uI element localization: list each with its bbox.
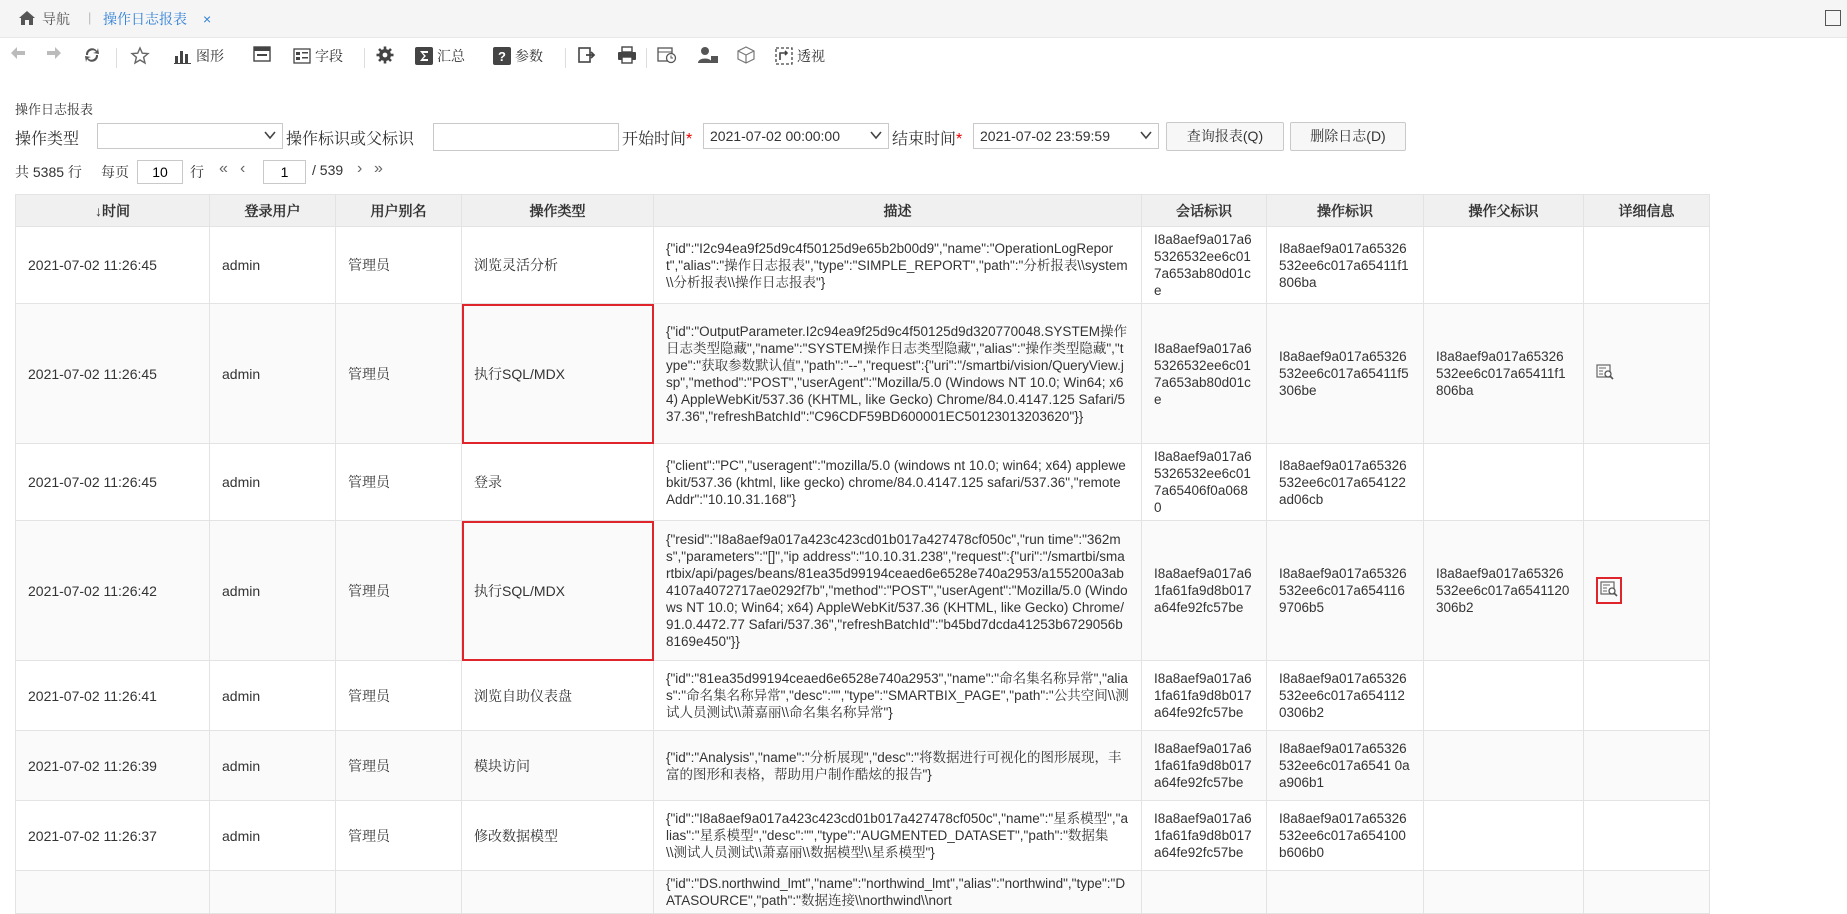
end-time-label: 结束时间* — [892, 131, 963, 148]
table-header-row — [16, 195, 1710, 227]
cell-op-id: I8a8aef9a017a65326532ee6c017a654122ad06cb — [1267, 444, 1424, 521]
table-row[interactable] — [16, 661, 1710, 731]
chart-label: 图形 — [196, 48, 224, 64]
cell-desc: {"id":"DS.northwind_lmt","name":"northwind_lmt","alias":"northwind","type":"DATASOURCE","path":"数据连接\\northwind\\nort — [654, 871, 1142, 914]
chevron-down-icon — [1140, 128, 1152, 145]
cell-time: 2021-07-02 11:26:41 — [16, 661, 210, 731]
column-header-alias[interactable]: 用户别名 — [336, 195, 462, 227]
nav-label: 导航 — [42, 11, 70, 27]
cell-user: admin — [210, 521, 336, 661]
end-time-select[interactable] — [973, 123, 1159, 149]
cell-time: 2021-07-02 11:26:42 — [16, 521, 210, 661]
cell-user — [210, 871, 336, 914]
fields-button[interactable] — [293, 46, 343, 66]
params-label: 参数 — [515, 48, 543, 64]
toolbar-divider — [116, 48, 117, 68]
cell-desc: {"id":"81ea35d99194ceaed6e6528e740a2953","name":"命名集名称异常","alias":"命名集名称异常","desc":"","type":"SMARTBIX_PAGE","path":"公共空间\\测试人员测试\\萧嘉丽\\命名集名称异常"} — [654, 661, 1142, 731]
column-header-parent-id[interactable]: 操作父标识 — [1424, 195, 1584, 227]
toolbar-divider — [565, 48, 566, 68]
user-permission-icon[interactable] — [697, 46, 719, 64]
cell-parent-id — [1424, 871, 1584, 914]
cell-op-id: I8a8aef9a017a65326532ee6c017a6541 0aa906b1 — [1267, 731, 1424, 801]
bar-chart-icon — [174, 48, 192, 64]
summary-button[interactable] — [415, 46, 465, 66]
end-time-value: 2021-07-02 23:59:59 — [980, 128, 1110, 144]
cell-detail — [1584, 731, 1710, 801]
schedule-icon[interactable] — [657, 46, 677, 64]
tab-operation-log-report[interactable] — [103, 9, 211, 29]
op-id-input[interactable] — [433, 123, 619, 151]
cell-user: admin — [210, 731, 336, 801]
chevron-down-icon — [870, 128, 882, 145]
required-mark: * — [686, 131, 693, 148]
cell-detail — [1584, 304, 1710, 444]
operation-log-table — [15, 194, 1710, 914]
layout-icon[interactable] — [253, 46, 271, 62]
cell-alias: 管理员 — [336, 227, 462, 304]
detail-view-icon[interactable] — [1596, 577, 1622, 604]
page-total-text: / 539 — [312, 162, 344, 178]
cell-op-id — [1267, 871, 1424, 914]
question-icon — [493, 47, 511, 65]
prev-page-icon[interactable]: ‹ — [240, 160, 246, 177]
per-page-input[interactable] — [137, 160, 183, 184]
cell-detail — [1584, 661, 1710, 731]
cell-op-type: 登录 — [462, 444, 654, 521]
cell-op-id: I8a8aef9a017a65326532ee6c017a654100b606b0 — [1267, 801, 1424, 871]
cell-parent-id — [1424, 731, 1584, 801]
cell-op-type: 模块访问 — [462, 731, 654, 801]
cell-parent-id: I8a8aef9a017a65326532ee6c017a65411f1806ba — [1424, 304, 1584, 444]
column-header-user[interactable]: 登录用户 — [210, 195, 336, 227]
cell-op-id: I8a8aef9a017a65326532ee6c017a65411f5306be — [1267, 304, 1424, 444]
toolbar-divider — [364, 48, 365, 68]
cell-user: admin — [210, 801, 336, 871]
cell-user: admin — [210, 661, 336, 731]
query-report-button[interactable]: 查询报表(Q) — [1166, 122, 1284, 151]
toolbar — [0, 40, 1847, 76]
report-title: 操作日志报表 — [15, 102, 94, 117]
cell-op-type: 执行SQL/MDX — [462, 304, 654, 444]
table-row[interactable] — [16, 731, 1710, 801]
pivot-icon — [775, 47, 793, 65]
close-tab-icon[interactable]: × — [203, 11, 212, 27]
tab-bar — [0, 0, 1847, 38]
start-time-label: 开始时间* — [622, 131, 693, 148]
cell-detail — [1584, 227, 1710, 304]
start-time-select[interactable] — [703, 123, 889, 149]
page-number-input[interactable] — [263, 160, 306, 184]
cell-op-type: 修改数据模型 — [462, 801, 654, 871]
cell-user: admin — [210, 304, 336, 444]
cell-session: I8a8aef9a017a61fa61fa9d8b017a64fe92fc57be — [1142, 731, 1267, 801]
op-type-label: 操作类型 — [15, 131, 80, 148]
detail-view-icon[interactable] — [1596, 364, 1614, 383]
cell-detail — [1584, 444, 1710, 521]
cell-session: I8a8aef9a017a65326532ee6c017a65406f0a0680 — [1142, 444, 1267, 521]
table-row[interactable] — [16, 521, 1710, 661]
op-type-select[interactable] — [97, 123, 283, 149]
column-header-op-type[interactable]: 操作类型 — [462, 195, 654, 227]
summary-label: 汇总 — [437, 48, 465, 64]
active-tab-label: 操作日志报表 — [103, 11, 187, 27]
cell-session: I8a8aef9a017a61fa61fa9d8b017a64fe92fc57be — [1142, 661, 1267, 731]
table-row[interactable] — [16, 304, 1710, 444]
cell-desc: {"id":"I8a8aef9a017a423c423cd01b017a427478cf050c","name":"星系模型","alias":"星系模型","desc":"","type":"AUGMENTED_DATASET","path":"数据集\\测试人员测试\\萧嘉丽\\数据模型\\星系模型"} — [654, 801, 1142, 871]
table-row[interactable] — [16, 227, 1710, 304]
column-header-time[interactable]: ↓时间 — [16, 195, 210, 227]
next-page-icon[interactable]: › — [357, 160, 363, 177]
sort-desc-icon: ↓ — [95, 202, 102, 219]
cell-op-type — [462, 871, 654, 914]
refresh-icon[interactable] — [83, 46, 101, 64]
cell-desc: {"resid":"I8a8aef9a017a423c423cd01b017a427478cf050c","run time":"362ms","parameters":"[]","ip address":"10.10.31.238","request":{"uri":"/smartbi/smartbix/api/pages/beans/81ea35d99194ceaed6e6528e740a2953/a155200a3ab4107a4072717ae0292f7b","method":"POST","userAgent":"Mozilla/5.0 (Windows NT 10.0; Win64; x64) AppleWebKit/537.36 (KHTML, like Gecko) Chrome/91.0.4472.77 Safari/537.36","refreshBatchId":"b45bd7dcda41253b6729056b8169e450"}} — [654, 521, 1142, 661]
cell-parent-id: I8a8aef9a017a65326532ee6c017a6541120306b2 — [1424, 521, 1584, 661]
cell-alias: 管理员 — [336, 801, 462, 871]
column-header-op-id[interactable]: 操作标识 — [1267, 195, 1424, 227]
last-page-icon[interactable]: » — [374, 160, 383, 177]
cell-parent-id — [1424, 661, 1584, 731]
svg-text:?: ? — [498, 49, 506, 64]
fields-icon — [293, 48, 311, 64]
cell-detail — [1584, 521, 1710, 661]
cell-op-id: I8a8aef9a017a65326532ee6c017a65411f1806ba — [1267, 227, 1424, 304]
chevron-down-icon — [264, 128, 276, 145]
window-maximize-icon[interactable] — [1825, 10, 1841, 26]
table-row[interactable] — [16, 871, 1710, 914]
cell-desc: {"id":"Analysis","name":"分析展现","desc":"将数据进行可视化的图形展现，丰富的图形和表格，帮助用户制作酷炫的报告"} — [654, 731, 1142, 801]
cell-op-id: I8a8aef9a017a65326532ee6c017a6541120306b2 — [1267, 661, 1424, 731]
cell-session — [1142, 871, 1267, 914]
table-body — [16, 227, 1710, 914]
cell-alias: 管理员 — [336, 304, 462, 444]
chart-button[interactable] — [174, 46, 224, 66]
cell-parent-id — [1424, 227, 1584, 304]
cell-op-type: 浏览灵活分析 — [462, 227, 654, 304]
per-page-label: 每页 — [101, 164, 129, 180]
params-button[interactable] — [493, 46, 543, 66]
rows-unit-label: 行 — [190, 164, 204, 180]
cell-time: 2021-07-02 11:26:39 — [16, 731, 210, 801]
op-id-label: 操作标识或父标识 — [286, 131, 415, 148]
cell-user: admin — [210, 227, 336, 304]
cube-icon[interactable] — [736, 46, 756, 64]
fields-label: 字段 — [315, 48, 343, 64]
cell-time — [16, 871, 210, 914]
column-header-detail[interactable]: 详细信息 — [1584, 195, 1710, 227]
cell-desc: {"id":"OutputParameter.I2c94ea9f25d9c4f50125d9d320770048.SYSTEM操作日志类型隐藏","name":"SYSTEM操作日志类型隐藏","alias":"操作类型隐藏","type":"获取参数默认值","path":"--","request":{"uri":"/smartbi/vision/QueryView.jsp","method":"POST","userAgent":"Mozilla/5.0 (Windows NT 10.0; Win64; x64) AppleWebKit/537.36 (KHTML, like Gecko) Chrome/84.0.4147.125 Safari/537.36","refreshBatchId":"C96CDF59BD600001EC50123013203620"}} — [654, 304, 1142, 444]
export-icon[interactable] — [578, 46, 596, 64]
cell-detail — [1584, 871, 1710, 914]
cell-op-type: 执行SQL/MDX — [462, 521, 654, 661]
sigma-icon — [415, 47, 433, 65]
cell-session: I8a8aef9a017a65326532ee6c017a653ab80d01ce — [1142, 304, 1267, 444]
pivot-button[interactable] — [775, 46, 825, 66]
cell-alias: 管理员 — [336, 731, 462, 801]
column-header-session[interactable]: 会话标识 — [1142, 195, 1267, 227]
required-mark: * — [956, 131, 963, 148]
back-arrow-icon[interactable] — [10, 46, 26, 60]
cell-session: I8a8aef9a017a65326532ee6c017a653ab80d01ce — [1142, 227, 1267, 304]
cell-session: I8a8aef9a017a61fa61fa9d8b017a64fe92fc57be — [1142, 801, 1267, 871]
cell-time: 2021-07-02 11:26:45 — [16, 304, 210, 444]
pivot-label: 透视 — [797, 48, 825, 64]
star-icon[interactable] — [130, 46, 150, 66]
tab-separator: | — [88, 10, 92, 25]
cell-parent-id — [1424, 444, 1584, 521]
nav-tab[interactable] — [18, 9, 70, 29]
start-time-value: 2021-07-02 00:00:00 — [710, 128, 840, 144]
cell-desc: {"client":"PC","useragent":"mozilla/5.0 (windows nt 10.0; win64; x64) applewebkit/537.36 (khtml, like gecko) chrome/84.0.4147.125 safari/537.36","remoteAddr":"10.10.31.168"} — [654, 444, 1142, 521]
total-rows-text: 共 5385 行 — [15, 164, 82, 180]
cell-op-id: I8a8aef9a017a65326532ee6c017a6541169706b5 — [1267, 521, 1424, 661]
cell-time: 2021-07-02 11:26:45 — [16, 227, 210, 304]
table-row[interactable] — [16, 444, 1710, 521]
toolbar-divider — [646, 48, 647, 68]
cell-parent-id — [1424, 801, 1584, 871]
delete-log-button[interactable]: 删除日志(D) — [1290, 122, 1406, 151]
cell-alias: 管理员 — [336, 444, 462, 521]
table-row[interactable] — [16, 801, 1710, 871]
print-icon[interactable] — [617, 46, 637, 64]
column-header-desc[interactable]: 描述 — [654, 195, 1142, 227]
forward-arrow-icon[interactable] — [46, 46, 62, 60]
cell-time: 2021-07-02 11:26:37 — [16, 801, 210, 871]
cell-alias: 管理员 — [336, 521, 462, 661]
gear-icon[interactable] — [376, 46, 394, 64]
first-page-icon[interactable]: « — [219, 160, 228, 177]
cell-detail — [1584, 801, 1710, 871]
cell-alias — [336, 871, 462, 914]
cell-alias: 管理员 — [336, 661, 462, 731]
cell-time: 2021-07-02 11:26:45 — [16, 444, 210, 521]
home-icon — [18, 10, 36, 29]
cell-desc: {"id":"I2c94ea9f25d9c4f50125d9e65b2b00d9","name":"OperationLogReport","alias":"操作日志报表","type":"SIMPLE_REPORT","path":"分析报表\\system\\分析报表\\操作日志报表"} — [654, 227, 1142, 304]
cell-user: admin — [210, 444, 336, 521]
cell-op-type: 浏览自助仪表盘 — [462, 661, 654, 731]
cell-session: I8a8aef9a017a61fa61fa9d8b017a64fe92fc57be — [1142, 521, 1267, 661]
